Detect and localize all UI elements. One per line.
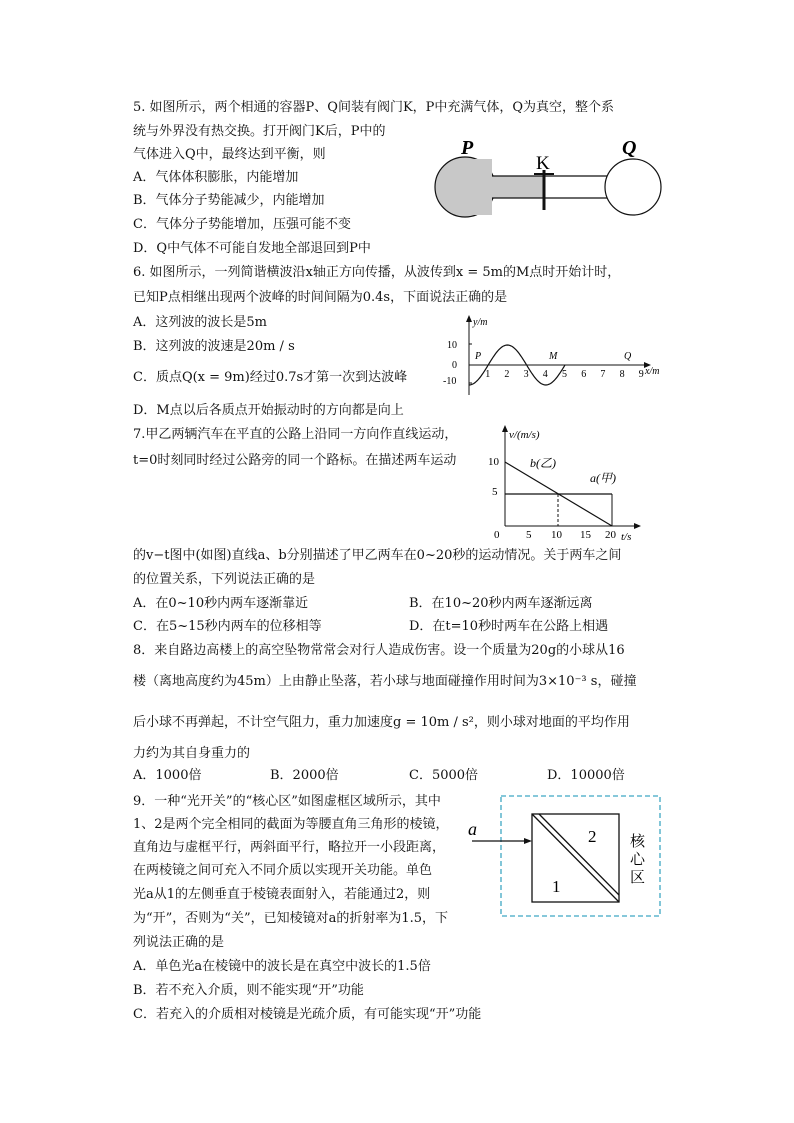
q7-option-b: B．在10~20秒内两车逐渐远离 (409, 596, 593, 611)
q9-line-2: 1、2是两个完全相同的截面为等腰直角三角形的棱镜， (133, 817, 449, 832)
q9-line-7: 列说法正确的是 (133, 935, 225, 950)
container-figure (425, 132, 665, 227)
q5-line-2: 统与外界没有热交换。打开阀门K后，P中的 (133, 124, 386, 139)
xtick-3: 3 (523, 369, 529, 380)
prism-1-label: 1 (552, 877, 561, 896)
xtick-1: 1 (485, 369, 491, 380)
q5-line-3: 气体进入Q中，最终达到平衡，则 (133, 147, 326, 162)
q9-option-b: B．若不充入介质，则不能实现“开”功能 (133, 983, 364, 998)
q7-line-3: 的v−t图中(如图)直线a、b分别描述了甲乙两车在0~20秒的运动情况。关于两车之间 (133, 548, 622, 563)
ytick-10: 10 (488, 456, 499, 468)
xtick-5: 5 (562, 369, 567, 380)
label-a: a(甲) (590, 471, 616, 485)
xtick-20: 20 (605, 529, 616, 541)
axis-t-label: t/s (621, 531, 632, 543)
q5-option-c: C．气体分子势能增加，压强可能不变 (133, 217, 351, 232)
label-k: K (536, 153, 550, 174)
q9-line-1: 9．一种“光开关”的“核心区”如图虚框区域所示，其中 (133, 794, 441, 809)
q5-line-1: 5. 如图所示，两个相通的容器P、Q间装有阀门K，P中充满气体，Q为真空，整个系 (133, 100, 615, 115)
ytick-5: 5 (492, 486, 498, 498)
core-label-1: 核 (630, 834, 646, 850)
q8-option-c: C．5000倍 (409, 768, 479, 783)
q7-option-c: C．在5~15秒内两车的位移相等 (133, 619, 322, 634)
q5-option-a: A．气体体积膨胀，内能增加 (133, 170, 299, 185)
axis-x-label: x/m (645, 366, 660, 377)
q6-option-d: D．M点以后各质点开始振动时的方向都是向上 (133, 403, 404, 418)
x-ticks (485, 369, 644, 380)
xtick-2: 2 (504, 369, 510, 380)
q5-option-b: B．气体分子势能减少，内能增加 (133, 193, 325, 208)
q9-option-a: A．单色光a在棱镜中的波长是在真空中波长的1.5倍 (133, 959, 431, 974)
q6-option-a: A．这列波的波长是5m (133, 315, 267, 330)
q8-line-4: 力约为其自身重力的 (133, 746, 251, 761)
xtick-0: 0 (494, 529, 500, 541)
q6-option-c: C．质点Q(x = 9m)经过0.7s才第一次到达波峰 (133, 370, 408, 385)
prism-2-label: 2 (588, 827, 597, 846)
q8-line-1: 8．来自路边高楼上的高空坠物常常会对行人造成伤害。设一个质量为20g的小球从16 (133, 643, 625, 658)
q7-line-4: 的位置关系，下列说法正确的是 (133, 572, 316, 587)
xtick-10: 10 (551, 529, 562, 541)
q9-line-3: 直角边与虚框平行，两斜面平行，略拉开一小段距离， (133, 840, 446, 855)
ray-a-label: a (468, 819, 477, 839)
ytick-10: 10 (447, 340, 457, 351)
label-q: Q (622, 137, 637, 159)
xtick-5: 5 (526, 529, 532, 541)
vt-figure (478, 424, 653, 544)
label-b: b(乙) (530, 456, 556, 470)
q5-option-d: D．Q中气体不可能自发地全部退回到P中 (133, 241, 371, 256)
q8-option-d: D．10000倍 (547, 768, 625, 783)
q9-line-5: 光a从1的左侧垂直于棱镜表面射入，若能通过2，则 (133, 887, 431, 902)
q8-line-3: 后小球不再弹起，不计空气阻力，重力加速度g = 10m / s²，则小球对地面的平均作用 (133, 715, 630, 730)
q7-option-a: A．在0~10秒内两车逐渐靠近 (133, 596, 309, 611)
q6-line-1: 6. 如图所示，一列简谐横波沿x轴正方向传播，从波传到x = 5m的M点时开始计时， (133, 265, 621, 280)
xtick-9: 9 (638, 369, 644, 380)
wave-figure (435, 313, 665, 395)
core-label-3: 区 (630, 870, 646, 886)
ytick-neg10: -10 (443, 376, 457, 387)
q7-line-2: t=0时刻同时经过公路旁的同一个路标。在描述两车运动 (133, 453, 457, 468)
q9-line-6: 为“开”，否则为“关”，已知棱镜对a的折射率为1.5，下 (133, 911, 449, 926)
q6-line-2: 已知P点相继出现两个波峰的时间间隔为0.4s，下面说法正确的是 (133, 290, 508, 305)
q8-line-2: 楼（离地高度约为45m）上由静止坠落，若小球与地面碰撞作用时间为3×10⁻³ s，碰撞 (133, 674, 637, 689)
xtick-4: 4 (542, 369, 548, 380)
point-p-label: P (475, 351, 482, 362)
axis-v-label: v/(m/s) (509, 429, 540, 441)
q9-line-4: 在两棱镜之间可充入不同介质以实现开关功能。单色 (133, 863, 433, 878)
xtick-8: 8 (619, 369, 625, 380)
prism-figure (464, 794, 664, 920)
q6-option-b: B．这列波的波速是20m / s (133, 339, 295, 354)
axis-y-label: y/m (473, 317, 488, 328)
q7-line-1: 7.甲乙两辆汽车在平直的公路上沿同一方向作直线运动， (133, 427, 458, 442)
q8-option-a: A．1000倍 (133, 768, 202, 783)
xtick-6: 6 (581, 369, 587, 380)
core-label-2: 心 (630, 852, 646, 868)
q7-option-d: D．在t=10秒时两车在公路上相遇 (409, 619, 609, 634)
xtick-15: 15 (580, 529, 591, 541)
q8-option-b: B．2000倍 (270, 768, 339, 783)
point-q-label: Q (624, 351, 632, 362)
ytick-0: 0 (452, 360, 457, 371)
q9-option-c: C．若充入的介质相对棱镜是光疏介质，有可能实现“开”功能 (133, 1007, 482, 1022)
xtick-7: 7 (600, 369, 606, 380)
label-p: P (461, 137, 474, 159)
point-m-label: M (549, 351, 558, 362)
